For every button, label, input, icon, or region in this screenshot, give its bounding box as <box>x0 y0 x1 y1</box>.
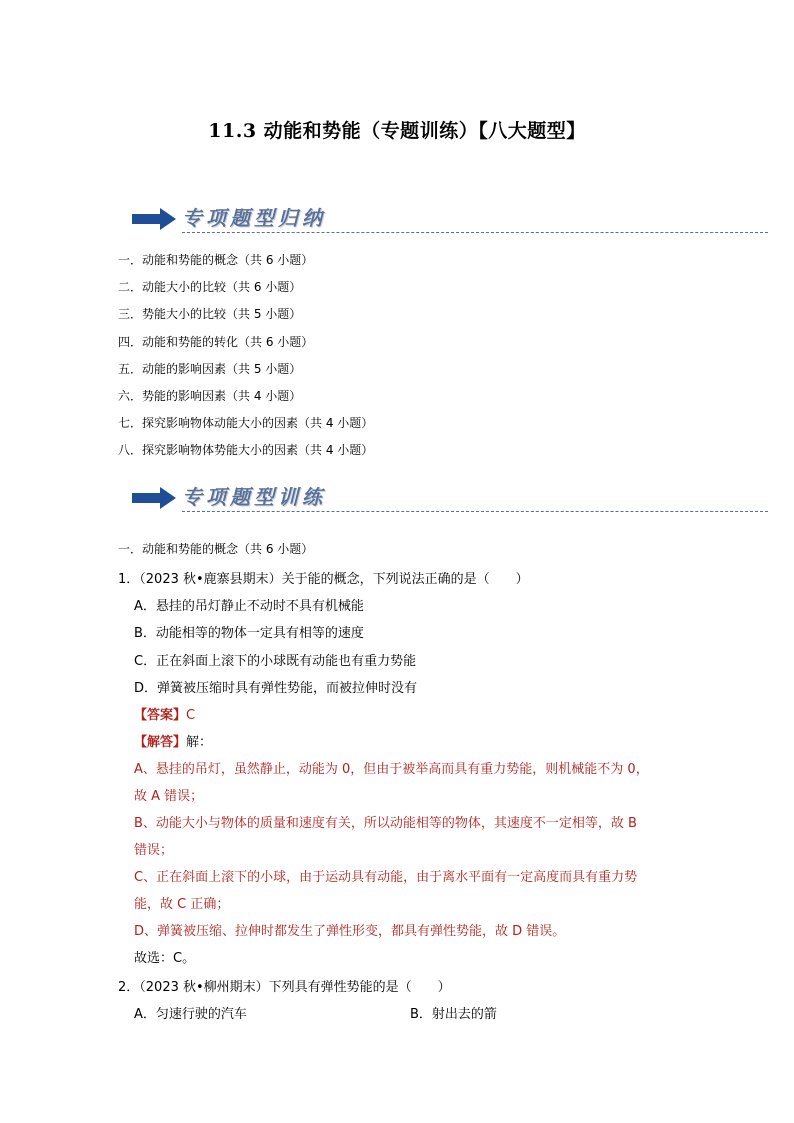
toc-item: 一．动能和势能的概念（共 6 小题） <box>118 253 314 267</box>
solution-label: 【解答】 <box>134 735 187 750</box>
explanation-line: A、悬挂的吊灯，虽然静止，动能为 0，但由于被举高而具有重力势能，则机械能不为 0， <box>134 762 649 777</box>
explanation-line: 能，故 C 正确； <box>134 897 230 912</box>
section-divider <box>182 511 768 512</box>
conclusion-line: 故选：C。 <box>134 951 196 966</box>
toc-item: 五．动能的影响因素（共 5 小题） <box>118 361 302 376</box>
toc-item: 四．动能和势能的转化（共 6 小题） <box>118 334 314 349</box>
question-2-option-b: B．射出去的箭 <box>410 1007 497 1022</box>
solution-prefix: 解： <box>186 735 213 750</box>
question-2-stem: 2．（2023 秋•柳州期末）下列具有弹性势能的是（ ） <box>118 980 451 995</box>
training-heading: 一．动能和势能的概念（共 6 小题） <box>118 542 314 556</box>
question-1-stem: 1．（2023 秋•鹿寨县期末）关于能的概念，下列说法正确的是（ ） <box>118 572 529 587</box>
arrow-right-icon <box>132 208 176 230</box>
section-title-summary: 专项题型归纳 <box>182 206 326 230</box>
explanation-line: C、正在斜面上滚下的小球，由于运动具有动能，由于离水平面有一定高度而具有重力势 <box>134 870 638 885</box>
section-title-training: 专项题型训练 <box>182 485 326 509</box>
solution-line <box>134 731 212 750</box>
question-1-option-c: C．正在斜面上滚下的小球既有动能也有重力势能 <box>134 654 417 669</box>
arrow-right-icon <box>132 487 176 509</box>
toc-item: 八．探究影响物体势能大小的因素（共 4 小题） <box>118 443 374 458</box>
question-2-option-a: A．匀速行驶的汽车 <box>134 1007 247 1022</box>
page-title: 11.3 动能和势能（专题训练）【八大题型】 <box>208 120 586 142</box>
explanation-line: B、动能大小与物体的质量和速度有关，所以动能相等的物体，其速度不一定相等，故 B <box>134 816 637 831</box>
answer-value: C <box>186 708 196 723</box>
toc-item: 六．势能的影响因素（共 4 小题） <box>118 388 302 403</box>
toc-item: 三．势能大小的比较（共 5 小题） <box>118 307 302 322</box>
explanation-line: 错误； <box>134 843 174 858</box>
question-1-option-b: B．动能相等的物体一定具有相等的速度 <box>134 626 364 641</box>
explanation-line: 故 A 错误； <box>134 789 204 804</box>
answer-line <box>134 704 195 723</box>
section-divider <box>182 232 768 233</box>
answer-label: 【答案】 <box>134 708 187 723</box>
toc-list <box>118 252 373 470</box>
question-1-option-d: D．弹簧被压缩时具有弹性势能，而被拉伸时没有 <box>134 681 418 696</box>
toc-item: 二．动能大小的比较（共 6 小题） <box>118 280 302 295</box>
toc-item: 七．探究影响物体动能大小的因素（共 4 小题） <box>118 416 374 431</box>
section-header-summary <box>118 198 768 238</box>
question-1-option-a: A．悬挂的吊灯静止不动时不具有机械能 <box>134 599 364 614</box>
section-header-training <box>118 477 768 517</box>
explanation-line: D、弹簧被压缩、拉伸时都发生了弹性形变，都具有弹性势能，故 D 错误。 <box>134 924 566 939</box>
